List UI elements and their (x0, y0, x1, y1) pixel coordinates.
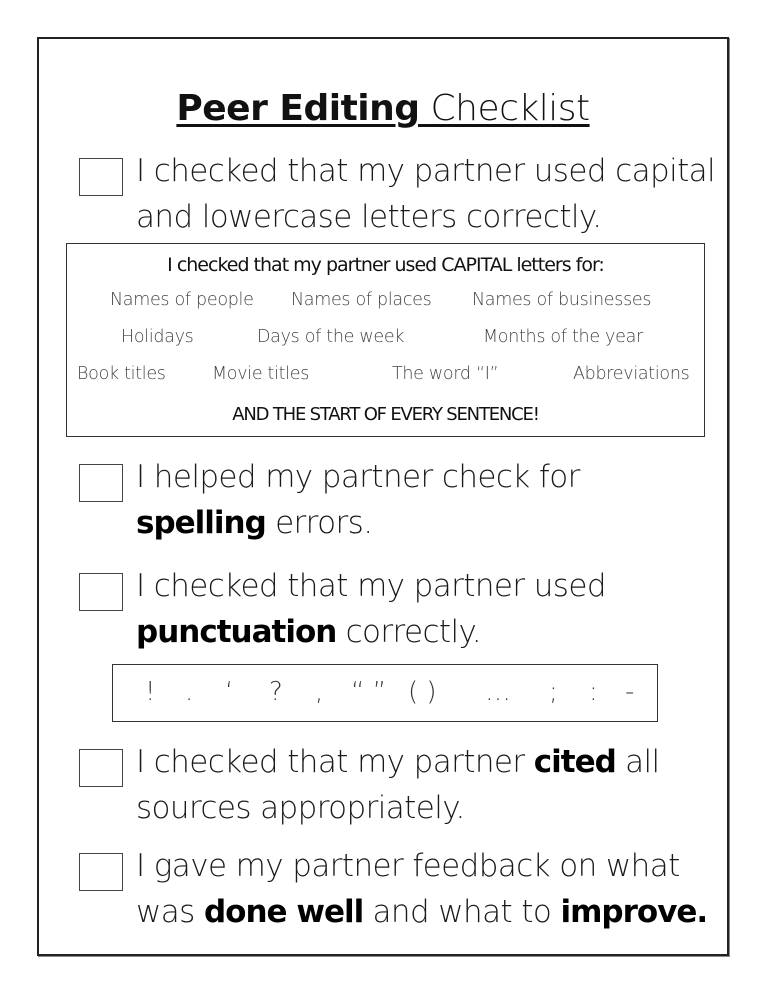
punctuation-mark: ! (145, 677, 156, 707)
capital-rule: Abbreviations (573, 364, 690, 384)
punctuation-marks-box (112, 664, 658, 722)
punctuation-mark: … (485, 677, 511, 707)
item-text: I gave my partner feedback on what was done well and what to improve. (136, 848, 708, 930)
checkbox[interactable] (79, 853, 123, 891)
checklist-sheet (37, 37, 729, 956)
checkbox[interactable] (79, 464, 123, 502)
capital-rule: Months of the year (483, 327, 643, 347)
punctuation-mark: ‘ (225, 677, 234, 707)
capital-letters-heading: I checked that my partner used CAPITAL letters for: (167, 254, 604, 276)
item-text: I checked that my partner used capital and lowercase letters correctly. (136, 153, 716, 235)
capital-rule: Book titles (77, 364, 166, 384)
page-title (39, 88, 727, 129)
title-bold: Peer Editing (176, 88, 420, 129)
item-text: I checked that my partner used punctuation correctly. (136, 568, 606, 650)
capital-rule: Names of businesses (472, 290, 652, 310)
capital-rule: Days of the week (257, 327, 405, 347)
item-text: I helped my partner check for spelling errors. (136, 459, 580, 541)
capital-rule: Holidays (121, 327, 194, 347)
checkbox[interactable] (79, 749, 123, 787)
checkbox[interactable] (79, 158, 123, 196)
punctuation-mark: , (315, 677, 324, 707)
capital-rule: Movie titles (212, 364, 310, 384)
punctuation-mark: ( ) (408, 677, 437, 707)
punctuation-mark: ? (269, 677, 283, 707)
title-rest: Checklist (430, 88, 590, 129)
capital-rule: Names of places (291, 290, 432, 310)
capital-rule: Names of people (110, 290, 254, 310)
punctuation-mark: ; (549, 677, 558, 707)
punctuation-mark: - (625, 677, 635, 707)
capital-letters-box (66, 243, 705, 437)
punctuation-mark: “ ” (351, 677, 387, 707)
capital-letters-footer: AND THE START OF EVERY SENTENCE! (232, 404, 539, 425)
checkbox[interactable] (79, 573, 123, 611)
punctuation-mark: : (589, 677, 598, 707)
item-text: I checked that my partner cited all sources appropriately. (136, 744, 660, 826)
punctuation-mark: . (185, 677, 194, 707)
capital-rule: The word “I” (392, 364, 499, 384)
